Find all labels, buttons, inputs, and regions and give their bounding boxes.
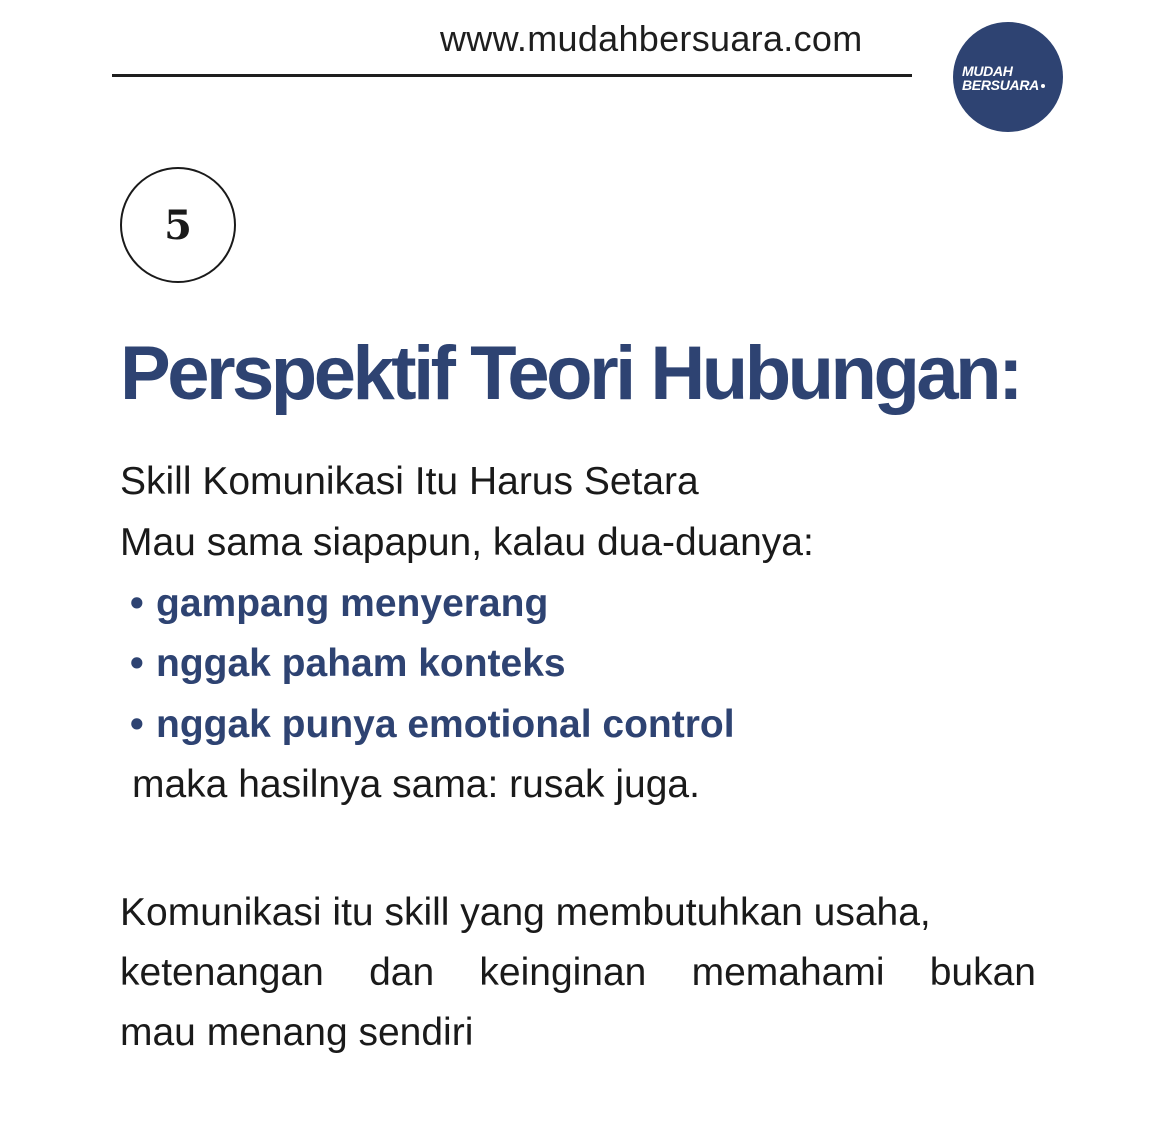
page-title: Perspektif Teori Hubungan: — [120, 331, 1020, 416]
subtitle: Skill Komunikasi Itu Harus Setara — [120, 460, 699, 503]
step-number: 5 — [164, 201, 192, 249]
bullet-text: nggak punya emotional control — [156, 703, 735, 746]
logo-text-bersuara — [962, 78, 1045, 92]
closing-word: bukan — [929, 951, 1036, 994]
bullet-dot-icon: • — [130, 703, 144, 746]
closing-line-3: mau menang sendiri — [120, 1011, 474, 1054]
closing-word: dan — [369, 951, 435, 994]
closing-word: ketenangan — [120, 951, 324, 994]
logo-dot-icon — [1041, 84, 1045, 88]
intro-text: Mau sama siapapun, kalau dua-duanya: — [120, 521, 814, 564]
bullet-item — [130, 703, 735, 747]
bullet-text: nggak paham konteks — [156, 642, 566, 685]
site-url: www.mudahbersuara.com — [440, 18, 863, 59]
bullet-dot-icon: • — [130, 582, 144, 625]
bullet-dot-icon: • — [130, 642, 144, 685]
logo-text-bersuara-word: BERSUARA — [962, 77, 1039, 93]
bullet-item — [130, 642, 566, 686]
closing-word: memahami — [691, 951, 885, 994]
bullet-item — [130, 582, 548, 626]
logo-text-mudah: MUDAH — [962, 63, 1013, 79]
closing-line-1: Komunikasi itu skill yang membutuhkan usaha, — [120, 891, 931, 934]
closing-line-2 — [120, 943, 1036, 1003]
header-divider — [112, 74, 912, 77]
step-number-badge — [120, 167, 236, 283]
closing-word: keinginan — [479, 951, 647, 994]
conclusion-text: maka hasilnya sama: rusak juga. — [132, 763, 700, 806]
closing-paragraph — [120, 883, 1036, 1063]
bullet-text: gampang menyerang — [156, 582, 549, 625]
brand-logo — [953, 22, 1063, 132]
